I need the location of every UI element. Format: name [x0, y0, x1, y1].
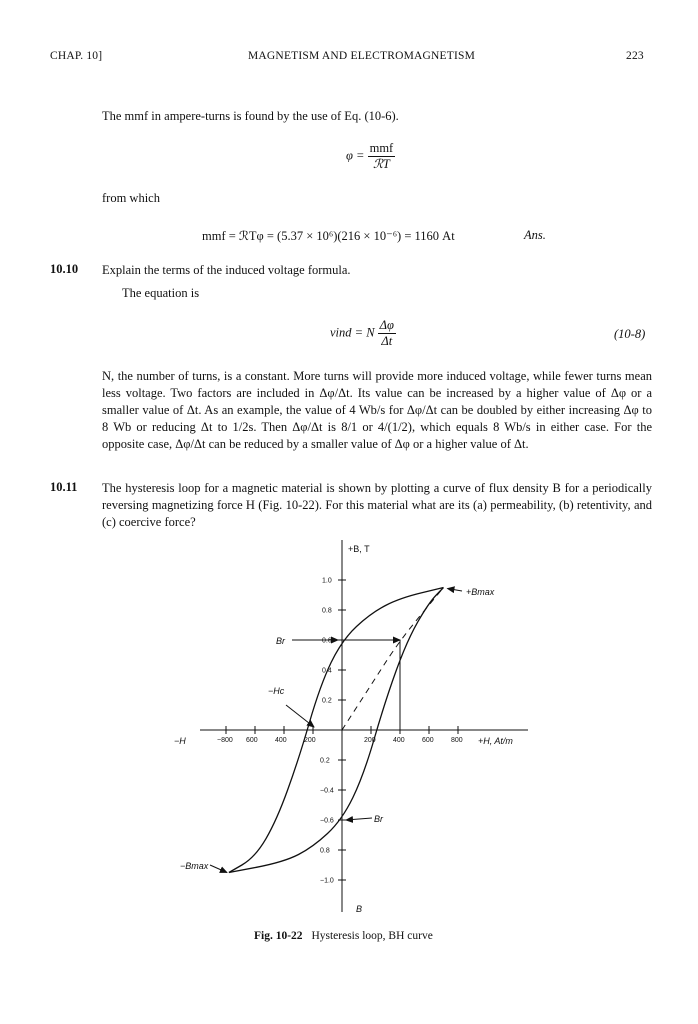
caption-text: Hysteresis loop, BH curve [311, 930, 433, 942]
problem-number-1011: 10.11 [50, 480, 78, 494]
problem-1010-body: N, the number of turns, is a constant. More turns will provide more induced voltage, while fewer turns mean less voltage. Two factors are included in Δφ/Δt. Its value can be increased by a higher value of Δφ or a smaller value of Δt. As an example, the value of 4 Wb/s for Δφ/Δt can be doubled by either increasing Δφ to 8 Wb or reducing Δt to 1/2s. Then Δφ/Δt is 8/1 or 4/(1/2), which equals 8 Wb/s in either case. For the opposite case, Δφ/Δt can be reduced by a smaller value of Δφ or a higher value of Δt. [102, 369, 652, 451]
y-tick-label: 0.8 [320, 847, 330, 855]
answer-label: Ans. [524, 228, 546, 242]
bmax-pos-arrow [448, 589, 463, 592]
y-tick-label: 0.6 [322, 637, 332, 645]
bmax-neg-label: −Bmax [180, 861, 209, 871]
y-tick-label: −0.6 [320, 817, 334, 825]
y-tick-label: 0.2 [320, 757, 330, 765]
equation-mmf: mmf = ℛTφ = (5.37 × 10⁶)(216 × 10⁻⁶) = 1160 At [202, 229, 455, 243]
x-tick-label: −800 [217, 737, 233, 744]
x-axis-neg-label: −H [174, 736, 186, 746]
y-tick-label: −0.4 [320, 787, 334, 795]
y-tick-label: 1.0 [322, 577, 332, 585]
from-which: from which [102, 191, 160, 205]
bmax-pos-label: +Bmax [466, 587, 495, 597]
x-axis-pos-label: +H, At/m [478, 736, 513, 746]
br-top-label: Br [276, 636, 285, 646]
eq-vind-lhs: vind = N [330, 325, 375, 340]
eq-vind-numerator: Δφ [379, 318, 394, 332]
eq-phi-denominator: ℛT [372, 157, 390, 171]
y-tick-label: 0.8 [322, 607, 332, 615]
br-bottom-arrow [346, 818, 372, 820]
problem-1010-question: Explain the terms of the induced voltage formula. [102, 263, 351, 277]
problem-1011-body: The hysteresis loop for a magnetic material is shown by plotting a curve of flux density B for a periodically reversing magnetizing force H (Fig. 10-22). For this material what are its (a) permeability, (b) retentivity, and (c) coercive force? [102, 481, 652, 529]
x-tick-label: 600 [246, 737, 258, 744]
x-tick-label: 200 [364, 737, 376, 744]
hc-label: −Hc [268, 686, 285, 696]
x-tick-label: 800 [451, 737, 463, 744]
eq-phi-lhs: φ = [346, 148, 365, 163]
figure-caption [254, 930, 433, 942]
chapter-label: CHAP. 10] [50, 50, 103, 62]
x-tick-label: 200 [304, 737, 316, 744]
x-tick-label: 400 [275, 737, 287, 744]
caption-label: Fig. 10-22 [254, 930, 303, 942]
br-bottom-label: Br [374, 814, 383, 824]
y-tick-label: −1.0 [320, 877, 334, 885]
eq-vind-denominator: Δt [381, 334, 393, 348]
problem-number-1010: 10.10 [50, 262, 79, 276]
bmax-neg-arrow [210, 865, 227, 873]
problem-1010-lead: The equation is [122, 286, 200, 300]
running-title: MAGNETISM AND ELECTROMAGNETISM [248, 50, 476, 62]
intro-line: The mmf in ampere-turns is found by the use of Eq. (10-6). [102, 109, 399, 123]
y-tick-label: 0.4 [322, 667, 332, 675]
x-tick-label: 400 [393, 737, 405, 744]
y-tick-label: 0.2 [322, 697, 332, 705]
hc-arrow [286, 705, 314, 727]
page-number: 223 [626, 50, 644, 62]
x-tick-label: 600 [422, 737, 434, 744]
y-axis-neg-label: B [356, 904, 363, 914]
eq-phi-numerator: mmf [369, 141, 394, 155]
initial-magnetization-dashed [342, 588, 444, 731]
equation-tag: (10-8) [614, 327, 646, 341]
y-axis-pos-label: +B, T [348, 544, 370, 554]
